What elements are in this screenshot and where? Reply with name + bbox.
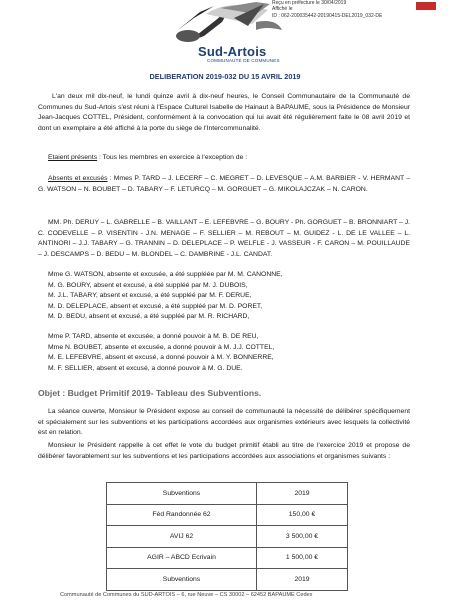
suppleant-line: Mme G. WATSON, absente et excusée, a été suppléée par M. M. CANONNE, — [48, 271, 283, 278]
table-row — [107, 547, 348, 569]
absents-text: : Mmes P. TARD – J. LECERF – C. MEGRET – D. LEVESQUE – A.M. BARBIER - V. HERMANT – G. WATSON – N. BOUBET – D. TABARY – F. LETURCQ – M. GORGUET – G. MIKOLAJCZAK – N. CARON. — [38, 175, 410, 193]
budget-paragraph: Monsieur le Président rappelle à cet effet le vote du budget primitif établi au titre de l'exercice 2019 et propose de délibérer favorablement sur les subventions et les participations accordées aux associations et organismes suivants : — [38, 442, 410, 460]
table-cell-amount: 1 500,00 € — [257, 547, 348, 569]
table-cell-name: AGIR – ABCD Ecrivain — [107, 547, 257, 569]
table-header-cell: Subventions — [107, 483, 257, 505]
suppleant-line: M. D. BEDU, absent et excusé, a été suppléé par M. R. RICHARD, — [48, 313, 250, 321]
table-cell-name: Féd Randonnée 62 — [107, 504, 257, 526]
objet-heading: Objet : Budget Primitif 2019- Tableau des Subventions. — [38, 388, 262, 398]
pouvoir-line: Mme P. TARD, absente et excusée, a donné pouvoir à M. B. DE REU, — [48, 333, 259, 340]
pouvoirs-list — [48, 332, 274, 374]
table-cell-amount: 3 500,00 € — [257, 526, 348, 548]
suppleants-list — [48, 270, 283, 323]
presents-text: : Tous les membres en exercice à l'exception de : — [97, 154, 248, 161]
suppleant-line: M. G. BOURY, absent et excusé, a été suppléé par M. J. DUBOIS, — [48, 281, 248, 289]
table-cell-amount: 2019 — [257, 569, 348, 591]
pouvoir-line: M. E. LEFEBVRE, absent et excusé, a donné pouvoir à M. Y. BONNERRE, — [48, 354, 274, 362]
presents-line — [48, 153, 410, 164]
table-cell-amount: 150,00 € — [257, 504, 348, 526]
table-row — [107, 526, 348, 548]
table-row — [107, 504, 348, 526]
suppleant-line: M. J.L. TABARY, absent et excusé, a été suppléé par M. F. DERUE, — [48, 292, 252, 300]
table-header-cell: 2019 — [257, 483, 348, 505]
page-footer: Communauté de Communes du SUD-ARTOIS – 6, rue Neuve – CS 30002 – 62452 BAPAUME Cedex — [60, 592, 313, 598]
table-cell-name: AVIJ 62 — [107, 526, 257, 548]
stamp-id: ID : 062-200035442-20190415-DEL2019_032-DE — [272, 13, 383, 19]
presents-label: Etaient présents — [48, 154, 98, 161]
table-cell-name: Subventions — [107, 569, 257, 591]
mm-absents-paragraph: MM. Ph. DERUY – L. GABRELLE – B. VAILLANT – E. LEFEBVRE – G. BOURY - Ph. GORGUET – B. BRONNIART – J. C. CODEVELLE – P. VISENTIN - J.N. MENAGE – F. SELLIER – M. REBOUT – M. GUIDEZ - L. DE LE VALLEE – L. ANTINORI – J.J. TABARY – G. TRANNIN – D. DELEPLACE – P. WELFLE - J. VASSEUR - F. CARON – M. POUILLAUDE – J. DESCAMPS – D. BEDU – M. BLONDEL – C. DAMBRINE - J.L. CANDAT. — [38, 219, 410, 259]
absents-paragraph — [38, 174, 410, 195]
stamp-received: Reçu en préfecture le 30/04/2019 — [272, 0, 347, 6]
absents-label: Absents et excusés — [48, 175, 108, 182]
stamp-red-mark — [416, 2, 436, 10]
seance-paragraph: La séance ouverte, Monsieur le Président expose au conseil de communauté la nécessité de délibérer spécifiquement et spécialement sur les subventions et les participations accordées aux organismes extérieurs avec lesquels la collectivité est en relation. — [38, 408, 410, 437]
deliberation-title: DELIBERATION 2019-032 DU 15 AVRIL 2019 — [149, 72, 301, 81]
table-header-row — [107, 483, 348, 505]
table-row — [107, 569, 348, 591]
logo-name: Sud-Artois — [198, 44, 267, 59]
subventions-table — [106, 482, 348, 591]
logo-subtitle: COMMUNAUTÉ DE COMMUNES — [207, 58, 280, 63]
suppleant-line: M. D. DELEPLACE, absent et excusé, a été suppléé par M. D. PORET, — [48, 302, 263, 310]
pouvoir-line: Mme N. BOUBET, absente et excusée, a donné pouvoir à M. J.J. COTTEL, — [48, 343, 275, 351]
intro-paragraph: L'an deux mil dix-neuf, le lundi quinze avril à dix-neuf heures, le Conseil Communautaire de la Communauté de Communes du Sud-Artois s'est réuni à l'Espace Culturel Isabelle de Hainaut à BAPAUME, sous la Présidence de Monsieur Jean-Jacques COTTEL, Président, conformément à la convocation qui lui avait été régulièrement faite le 08 avril 2019 et dont un exemplaire a été affiché à la porte du siège de l'Intercommunalité. — [38, 93, 410, 133]
pouvoir-line: M. F. SELLIER, absent et excusé, a donné pouvoir à M. G. DUE. — [48, 364, 243, 372]
stamp-posted: Affiché le — [272, 6, 293, 12]
